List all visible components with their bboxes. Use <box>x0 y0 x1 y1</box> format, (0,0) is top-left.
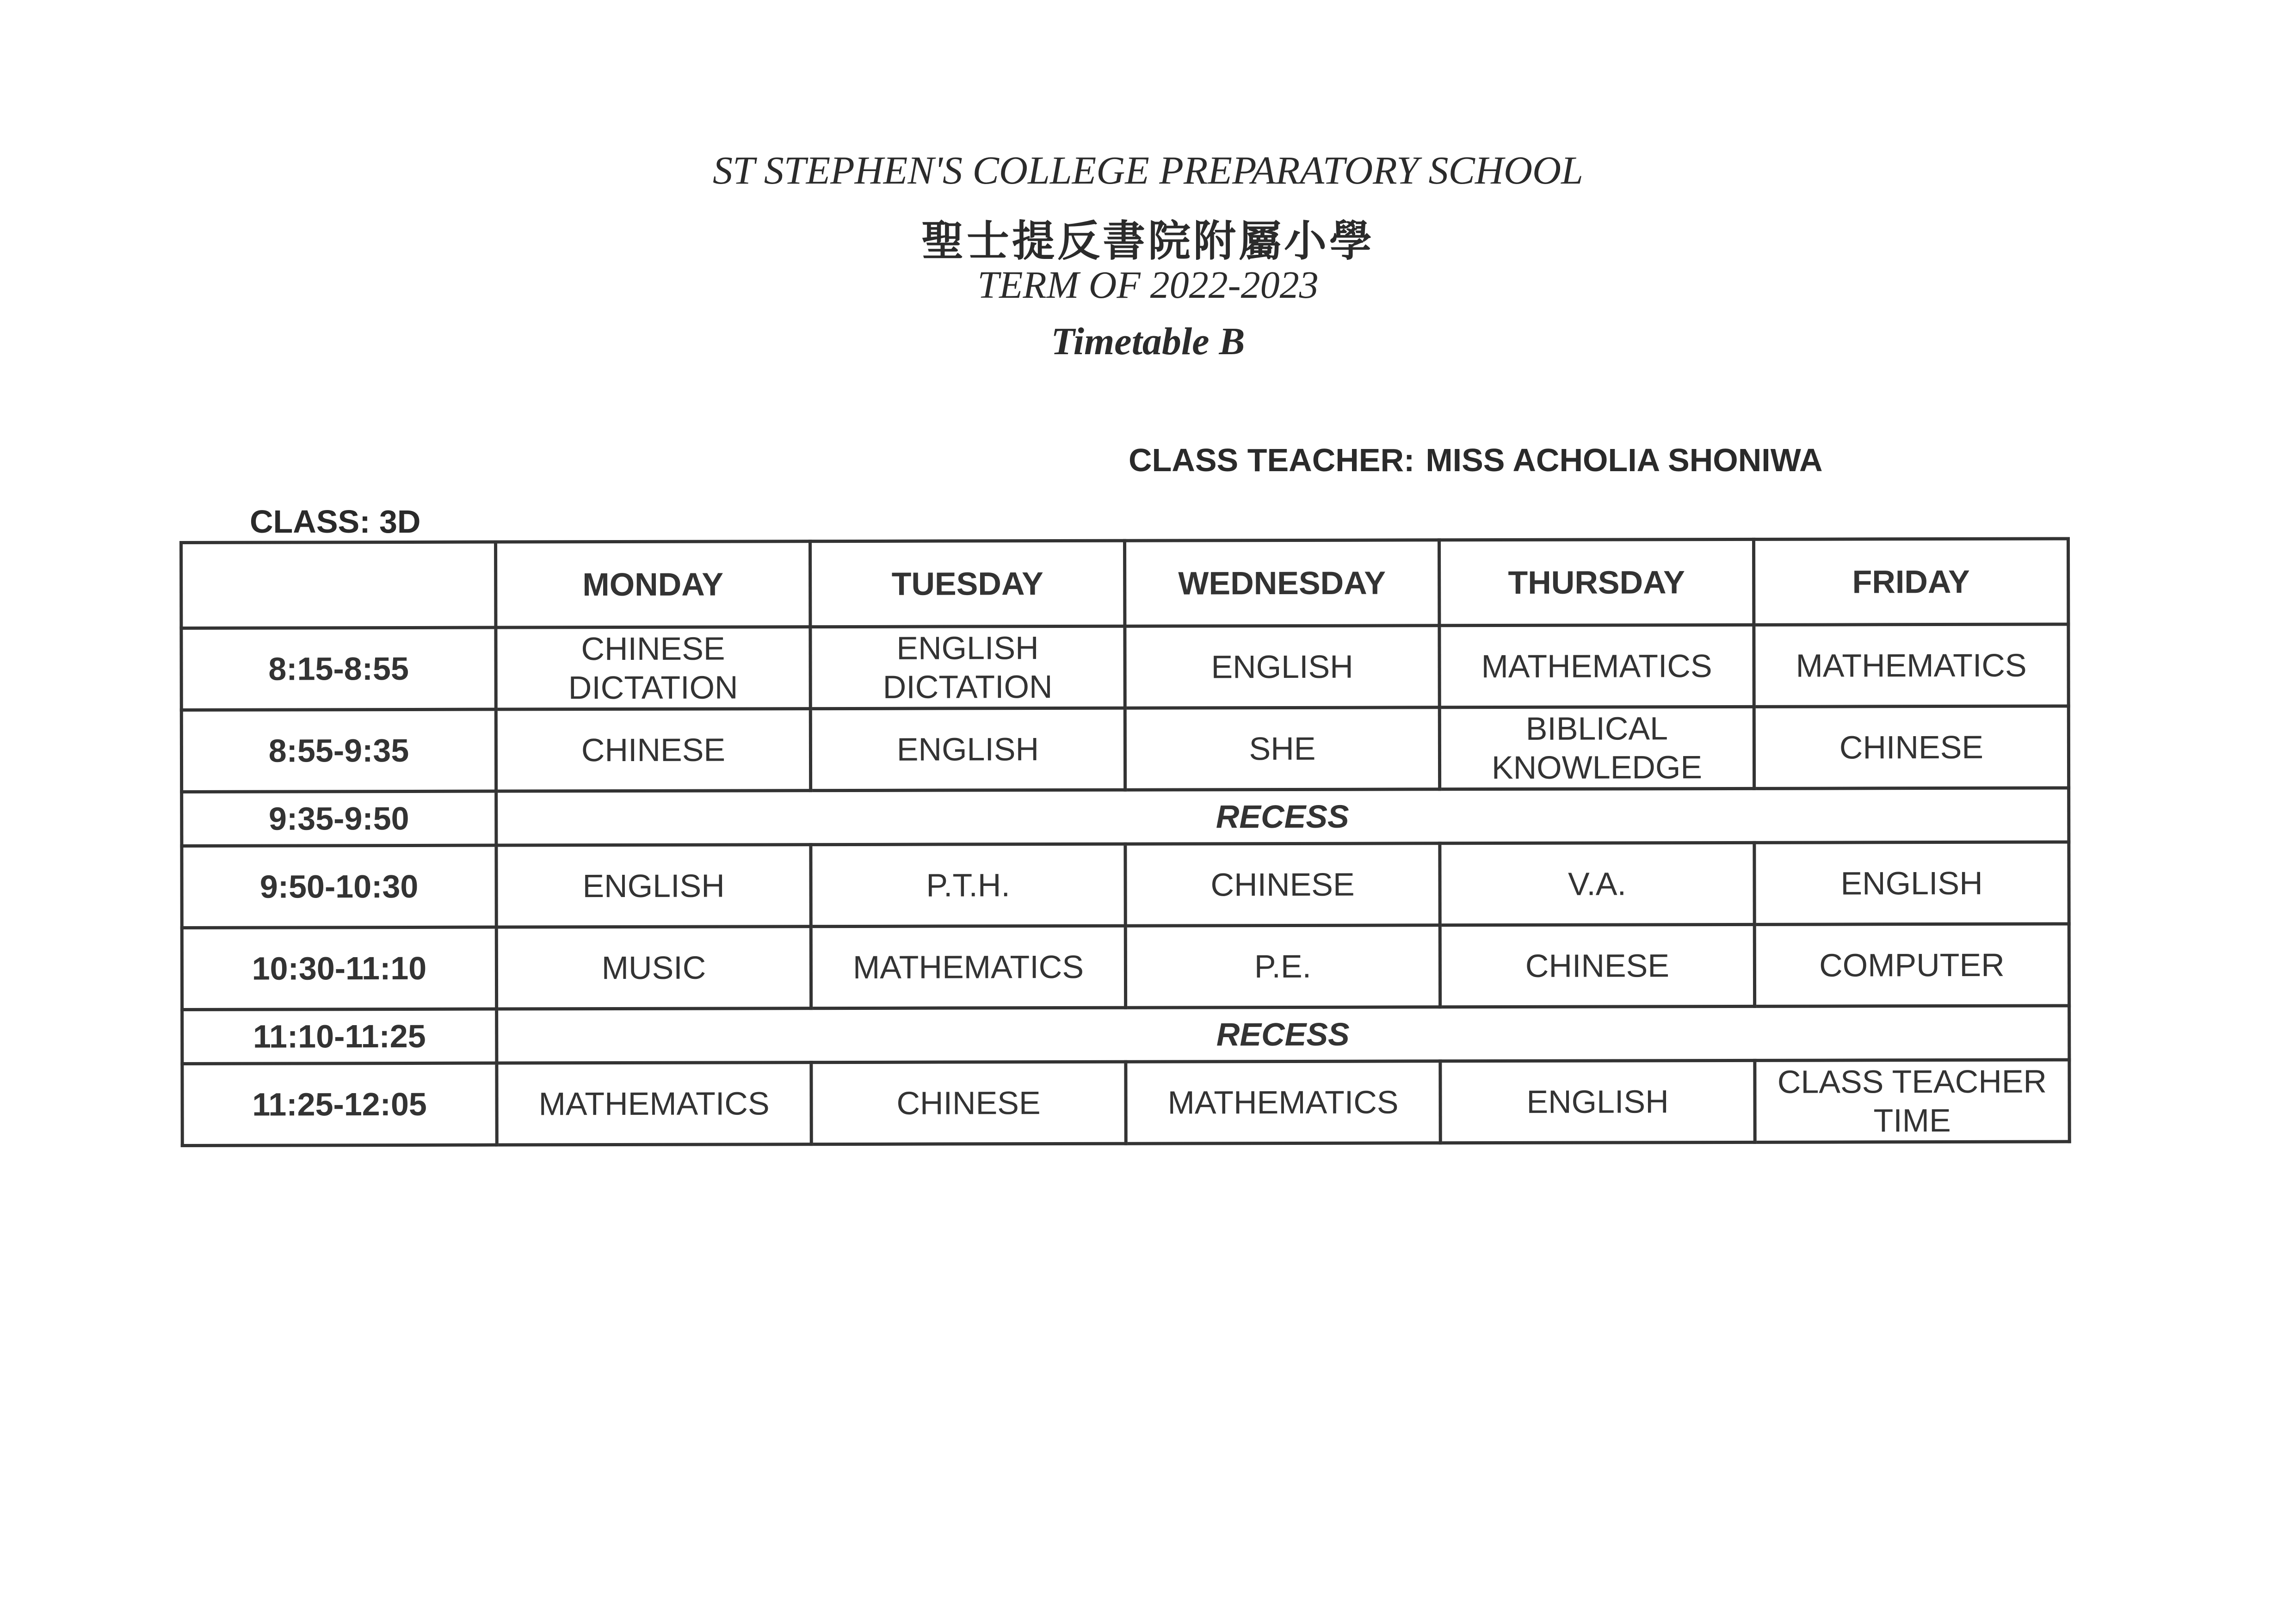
timetable-title: Timetable B <box>1051 320 1245 363</box>
time-cell: 11:10-11:25 <box>182 1009 497 1064</box>
class-teacher-label: CLASS TEACHER: <box>1129 442 1415 478</box>
class-teacher-name: MISS ACHOLIA SHONIWA <box>1426 442 1823 478</box>
subject-cell: V.A. <box>1440 842 1754 925</box>
subject-cell: CLASS TEACHER TIME <box>1755 1060 2069 1142</box>
subject-cell: ENGLISH DICTATION <box>810 626 1125 708</box>
class-label: CLASS: 3D <box>250 504 421 540</box>
recess-cell: RECESS <box>496 788 2069 845</box>
subject-cell: MATHEMATICS <box>1126 1061 1440 1143</box>
table-row <box>182 842 2069 928</box>
header-row <box>181 539 2068 628</box>
subject-cell: CHINESE <box>811 1062 1126 1144</box>
subject-cell: P.T.H. <box>811 844 1125 926</box>
day-header-thursday: THURSDAY <box>1439 539 1754 625</box>
subject-cell: ENGLISH <box>1125 626 1439 708</box>
subject-cell: MATHEMATICS <box>1439 625 1754 707</box>
recess-cell: RECESS <box>497 1006 2069 1063</box>
subject-cell: P.E. <box>1125 925 1440 1008</box>
subject-cell: MATHEMATICS <box>497 1063 811 1145</box>
timetable <box>179 537 2071 1147</box>
school-name: ST STEPHEN'S COLLEGE PREPARATORY SCHOOL <box>712 148 1583 192</box>
time-cell: 11:25-12:05 <box>182 1063 497 1145</box>
subject-cell: CHINESE <box>496 709 810 791</box>
time-cell: 9:50-10:30 <box>182 845 496 928</box>
school-name-chinese: 聖士提反書院附屬小學 <box>921 216 1375 266</box>
time-cell: 8:15-8:55 <box>181 627 496 710</box>
subject-cell: CHINESE DICTATION <box>496 627 810 709</box>
table-row <box>182 924 2069 1010</box>
subject-cell: CHINESE <box>1440 924 1754 1007</box>
day-header-friday: FRIDAY <box>1753 539 2068 625</box>
term-title: TERM OF 2022-2023 <box>977 264 1319 307</box>
time-cell: 8:55-9:35 <box>181 709 496 792</box>
recess-row <box>182 788 2069 846</box>
subject-cell: SHE <box>1125 707 1439 790</box>
table-row <box>181 624 2068 710</box>
subject-cell: MUSIC <box>496 927 811 1009</box>
subject-cell: ENGLISH <box>496 845 811 927</box>
subject-cell: ENGLISH <box>810 708 1125 790</box>
day-header-wednesday: WEDNESDAY <box>1125 540 1439 626</box>
subject-cell: ENGLISH <box>1754 842 2069 924</box>
recess-row <box>182 1006 2069 1064</box>
subject-cell: BIBLICAL KNOWLEDGE <box>1439 707 1754 789</box>
subject-cell: ENGLISH <box>1440 1060 1755 1143</box>
class-teacher <box>1129 442 1823 479</box>
time-cell: 10:30-11:10 <box>182 927 496 1009</box>
subject-cell: MATHEMATICS <box>811 926 1125 1008</box>
day-header-monday: MONDAY <box>496 541 810 627</box>
subject-cell: MATHEMATICS <box>1754 624 2068 707</box>
subject-cell: CHINESE <box>1125 843 1440 926</box>
table-row <box>182 1060 2069 1146</box>
subject-cell: CHINESE <box>1754 706 2068 788</box>
table-row <box>181 706 2068 792</box>
time-cell: 9:35-9:50 <box>182 791 496 846</box>
day-header-tuesday: TUESDAY <box>810 541 1125 627</box>
corner-cell <box>181 542 496 628</box>
subject-cell: COMPUTER <box>1754 924 2069 1006</box>
